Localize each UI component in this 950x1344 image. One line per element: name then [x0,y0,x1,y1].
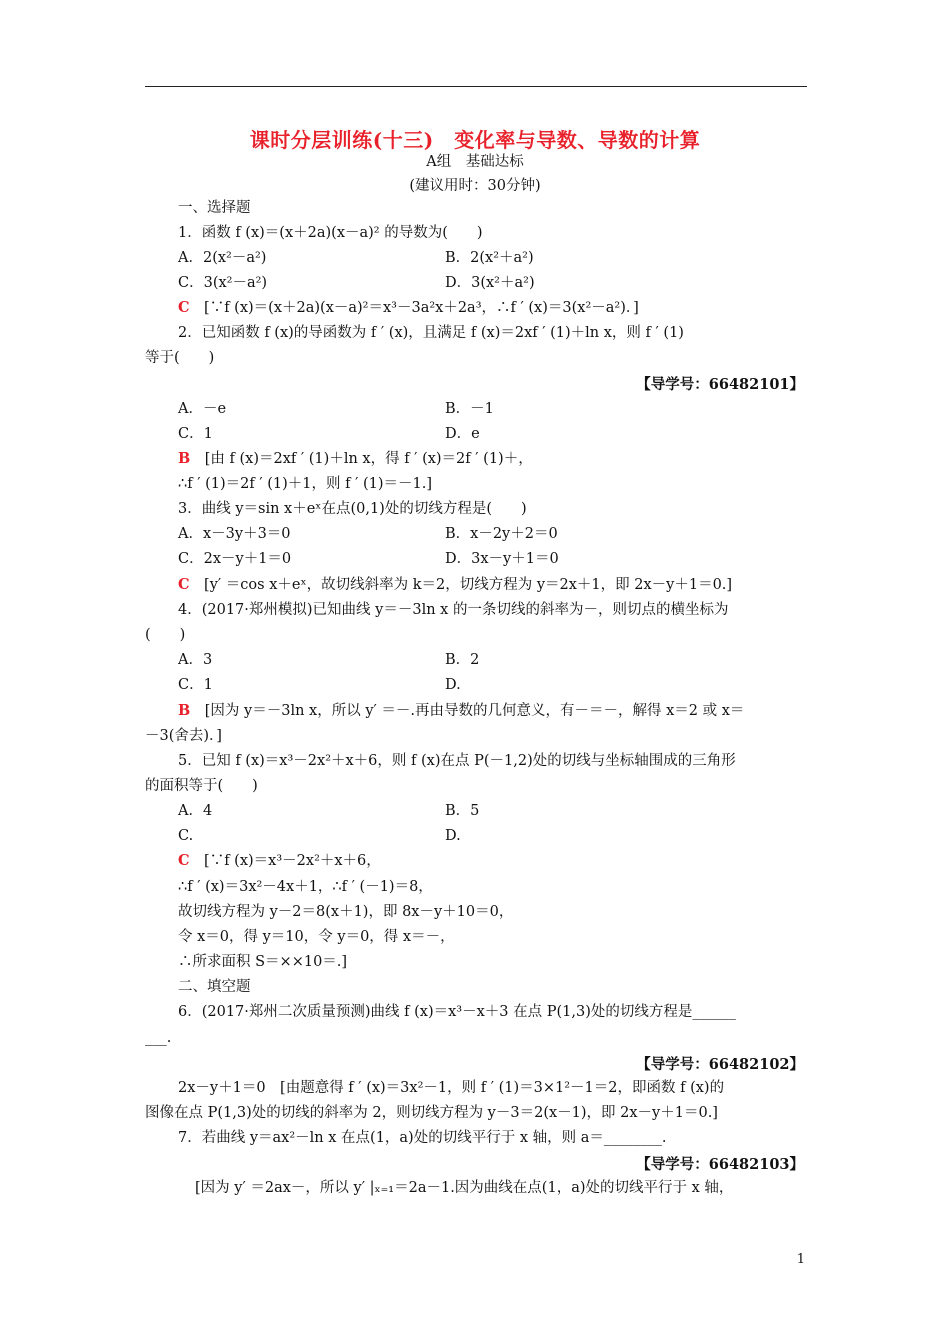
q3-option-d: D．3x－y＋1＝0 [445,551,559,567]
q1-option-b: B．2(x²＋a²) [445,250,534,266]
group-label: A组 基础达标 [426,154,524,170]
question-2-line-2: 等于( ) [145,350,215,366]
answer-key-2: B [178,450,191,467]
answer-key-4: B [178,702,191,719]
answer-5-line-2: ∴f ′ (x)＝3x²－4x＋1，∴f ′ (－1)＝8， [178,879,433,895]
question-1: 1．函数 f (x)＝(x＋2a)(x－a)² 的导数为( ) [178,225,483,241]
answer-5-line-3: 故切线方程为 y－2＝8(x＋1)，即 8x－y＋10＝0， [178,904,514,920]
q2-option-b: B．－1 [445,401,494,417]
question-4-line-1: 4．(2017·郑州模拟)已知曲线 y＝－3ln x 的一条切线的斜率为－，则切点的横坐标为 [178,602,729,618]
answer-5-line-5: ∴所求面积 S＝××10＝.] [178,954,348,970]
question-4-line-2: ( ) [145,627,186,643]
section-choice: 一、选择题 [178,200,251,216]
question-3: 3．曲线 y＝sin x＋eˣ在点(0,1)处的切线方程是( ) [178,501,527,517]
answer-1 [178,298,639,318]
answer-4-line-2: －3(舍去)．] [145,728,222,744]
answer-1-text: [∵f (x)＝(x＋2a)(x－a)²＝x³－3a²x＋2a³，∴f ′ (x)＝3(x²－a²)．] [204,300,639,316]
answer-4-line-1 [178,701,744,721]
answer-5-text: [∵f (x)＝x³－2x²＋x＋6， [204,853,381,869]
answer-5-line-4: 令 x＝0，得 y＝10，令 y＝0，得 x＝－， [178,929,455,945]
answer-4-text: [因为 y＝－3ln x，所以 y′ ＝－.再由导数的几何意义，有－＝－，解得 x＝2 或 x＝ [204,703,745,719]
answer-key-1: C [178,299,190,316]
answer-key-3: C [178,576,190,593]
q3-option-c: C．2x－y＋1＝0 [178,551,292,567]
answer-2-text: [由 f (x)＝2xf ′ (1)＋ln x，得 f ′ (x)＝2f ′ (1)＋， [204,451,533,467]
question-7: 7．若曲线 y＝ax²－ln x 在点(1，a)处的切线平行于 x 轴，则 a＝________. [178,1130,667,1146]
answer-3 [178,575,732,595]
q1-option-d: D．3(x²＋a²) [445,275,535,291]
q3-option-b: B．x－2y＋2＝0 [445,526,558,542]
answer-6-line-2: 图像在点 P(1,3)处的切线的斜率为 2，则切线方程为 y－3＝2(x－1)，即 2x－y＋1＝0.] [145,1105,718,1121]
q5-option-b: B．5 [445,803,480,819]
question-5-line-1: 5．已知 f (x)＝x³－2x²＋x＋6，则 f (x)在点 P(－1,2)处的切线与坐标轴围成的三角形 [178,753,736,769]
q1-option-a: A．2(x²－a²) [178,250,267,266]
answer-2-line-2: ∴f ′ (1)＝2f ′ (1)＋1，则 f ′ (1)＝－1.] [178,476,433,492]
q4-option-b: B．2 [445,652,480,668]
q2-option-a: A．－e [178,401,227,417]
answer-2-line-1 [178,449,533,469]
q2-option-c: C．1 [178,426,213,442]
header-rule [145,86,807,87]
q2-option-d: D．e [445,426,480,442]
page-number: 1 [796,1252,805,1267]
q3-option-a: A．x－3y＋3＝0 [178,526,291,542]
answer-7: [因为 y′ ＝2ax－，所以 y′ |ₓ₌₁＝2a－1.因为曲线在点(1，a)处的切线平行于 x 轴， [195,1180,734,1196]
suggested-time: (建议用时：30分钟) [409,178,541,194]
q5-option-c: C. [178,828,194,844]
page-title: 课时分层训练(十三) 变化率与导数、导数的计算 [249,128,701,152]
answer-key-5: C [178,852,190,869]
q4-option-d: D. [445,677,461,693]
question-6-line-2: ___. [145,1030,172,1046]
q5-option-a: A．4 [178,803,213,819]
section-fill: 二、填空题 [178,979,251,995]
q4-option-c: C．1 [178,677,213,693]
guide-number-2: 【导学号：66482102】 [636,1056,804,1073]
answer-6-line-1: 2x－y＋1＝0 [由题意得 f ′ (x)＝3x²－1，则 f ′ (1)＝3×1²－1＝2，即函数 f (x)的 [178,1080,725,1096]
q5-option-d: D. [445,828,461,844]
question-2-line-1: 2．已知函数 f (x)的导函数为 f ′ (x)，且满足 f (x)＝2xf ′ (1)＋ln x，则 f ′ (1) [178,325,684,341]
answer-3-text: [y′ ＝cos x＋eˣ，故切线斜率为 k＝2，切线方程为 y＝2x＋1，即 2x－y＋1＝0.] [204,577,733,593]
question-6-line-1: 6．(2017·郑州二次质量预测)曲线 f (x)＝x³－x＋3 在点 P(1,3)处的切线方程是______ [178,1004,736,1020]
q1-option-c: C．3(x²－a²) [178,275,268,291]
question-5-line-2: 的面积等于( ) [145,778,258,794]
answer-5-line-1 [178,851,381,871]
guide-number-3: 【导学号：66482103】 [636,1156,804,1173]
q4-option-a: A．3 [178,652,213,668]
guide-number-1: 【导学号：66482101】 [636,376,804,393]
